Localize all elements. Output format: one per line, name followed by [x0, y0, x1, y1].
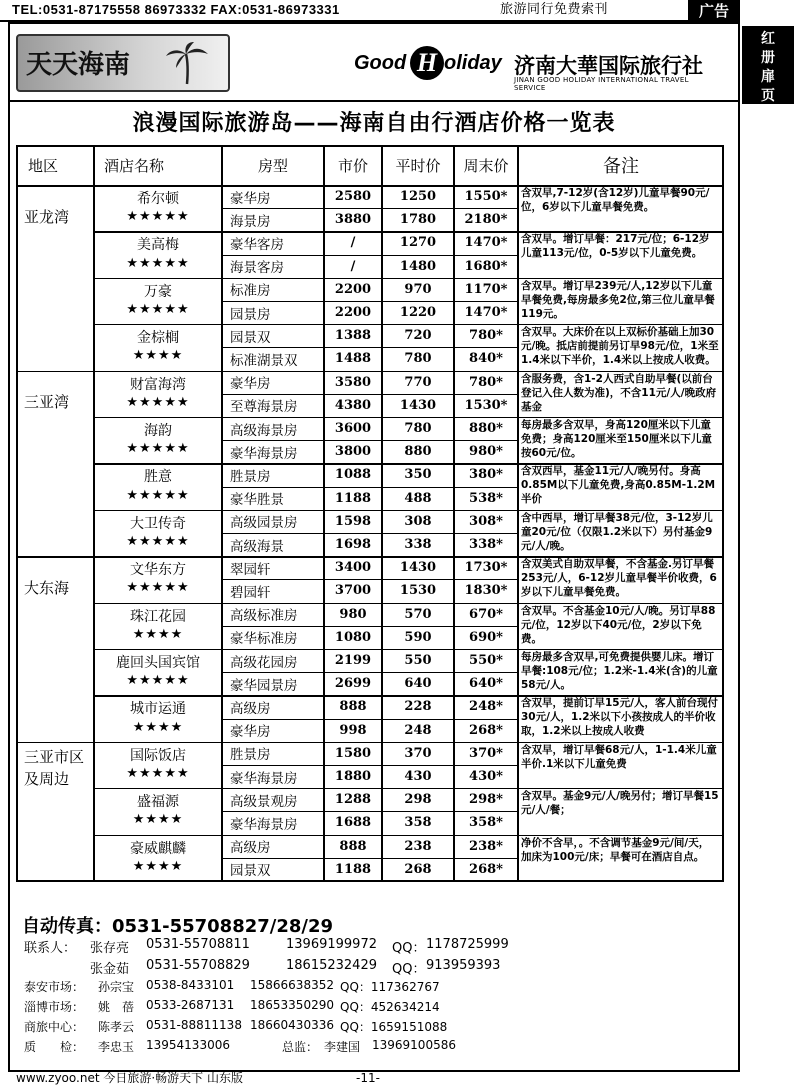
column-header-hotel: 酒店名称 — [104, 156, 165, 175]
column-header-list: 市价 — [337, 156, 368, 175]
room-type: 高级景观房 — [230, 793, 298, 810]
footer-page: -11- — [356, 1071, 380, 1085]
weekend-price: 840* — [469, 351, 503, 367]
list-price: / — [350, 235, 356, 251]
weekday-price: 430 — [404, 769, 432, 785]
hotel-name: 万豪 — [144, 283, 172, 300]
market-contact-qq: QQ：117362767 — [340, 980, 440, 994]
top-slogan: 旅游同行免费索刊 — [500, 2, 609, 17]
list-price: 1698 — [334, 537, 372, 553]
region-label: 三亚湾 — [24, 393, 70, 412]
hotel-note: 含双西早，基金11元/人/晚另付。身高0.85M以下儿童免费,身高0.85M-1.2M半价 — [521, 465, 716, 506]
weekend-price: 2180* — [464, 212, 508, 228]
list-price: 1688 — [334, 815, 372, 831]
weekday-price: 570 — [404, 606, 432, 622]
room-type: 高级海景房 — [230, 422, 298, 439]
weekend-price: 1170* — [464, 281, 508, 297]
hotel-note: 含双早。不含基金10元/人/晚。另订早88元/位，12岁以下40元/位，2岁以下免费。 — [521, 604, 716, 645]
list-price: 1088 — [334, 467, 372, 483]
list-price: 3800 — [334, 444, 372, 460]
room-type: 高级海景 — [230, 538, 284, 555]
list-price: 888 — [339, 699, 367, 715]
room-type: 园景双 — [230, 329, 271, 346]
list-price: / — [350, 258, 356, 274]
logo-h-mark: H — [410, 46, 444, 80]
side-tab-char: 扉 — [761, 69, 775, 85]
page-title: 浪漫国际旅游岛——海南自由行酒店价格一览表 — [132, 111, 616, 136]
director-label: 总监： — [282, 1040, 319, 1054]
table-rule — [222, 394, 518, 395]
top-bar — [0, 0, 740, 20]
weekend-price: 550* — [469, 653, 503, 669]
weekday-price: 488 — [404, 490, 432, 506]
qc-name: 李忠玉 — [98, 1040, 135, 1054]
auto-fax: 自动传真：0531-55708827/28/29 — [22, 916, 334, 937]
contact-tel: 0531-55708829 — [146, 958, 250, 973]
room-type: 豪华园景房 — [230, 677, 298, 694]
hotel-note: 每房最多含双早,可免费提供婴儿床。增订早餐:108元/位；1.2米-1.4米(含)的儿童58元/人。 — [521, 651, 718, 691]
table-rule — [222, 765, 518, 766]
room-type: 海景房 — [230, 213, 271, 230]
weekday-price: 358 — [404, 815, 432, 831]
weekend-price: 1550* — [464, 189, 508, 205]
hotel-stars: ★★★★★ — [126, 487, 190, 503]
weekday-price: 970 — [404, 281, 432, 297]
list-price: 1388 — [334, 328, 372, 344]
list-price: 2200 — [334, 305, 372, 321]
contact-mobile: 18615232429 — [286, 958, 377, 973]
weekday-price: 1250 — [399, 189, 437, 205]
hotel-note: 含服务费，含1-2人西式自助早餐(以前台登记入住人数为准)，不含11元/人/晚政府基金 — [521, 372, 717, 413]
list-price: 4380 — [334, 397, 372, 413]
hotel-note: 含双早，提前订早15元/人，客人前台现付30元/人，1.2米以下小孩按成人的半价收取，1.2米以上按成人收费 — [521, 697, 718, 738]
weekend-price: 1680* — [464, 258, 508, 274]
list-price: 1188 — [334, 490, 372, 506]
hotel-note: 含双早，增订早餐68元/人，1-1.4米儿童半价.1米以下儿童免费 — [521, 743, 717, 770]
column-header-weekend: 周末价 — [463, 156, 509, 175]
hotel-stars: ★★★★★ — [126, 673, 190, 689]
weekday-price: 228 — [404, 699, 432, 715]
footer — [16, 1070, 736, 1086]
contact-name: 张存亮 — [90, 941, 130, 956]
director-tel: 13969100586 — [372, 1038, 456, 1052]
weekday-price: 880 — [404, 444, 432, 460]
weekday-price: 640 — [404, 676, 432, 692]
column-header-region: 地区 — [28, 156, 59, 175]
table-rule — [222, 255, 518, 256]
hotel-stars: ★★★★★ — [126, 766, 190, 781]
weekday-price: 350 — [404, 467, 432, 483]
weekday-price: 1220 — [399, 305, 437, 321]
weekday-price: 248 — [404, 722, 432, 738]
table-rule — [222, 487, 518, 488]
market-contact-qq: QQ：452634214 — [340, 1000, 440, 1014]
weekend-price: 690* — [469, 629, 503, 645]
weekend-price: 298* — [469, 792, 503, 808]
room-type: 胜景房 — [230, 747, 271, 764]
table-rule — [16, 145, 724, 147]
market-contact-name: 孙宗宝 — [98, 980, 135, 994]
list-price: 888 — [339, 838, 367, 854]
room-type: 豪华房 — [230, 724, 271, 741]
list-price: 2200 — [334, 281, 372, 297]
weekend-price: 640* — [469, 676, 503, 692]
hotel-note: 含中西早，增订早餐38元/位，3-12岁儿童20元/位（仅限1.2米以下）另付基金9元/人/晚。 — [521, 511, 713, 552]
list-price: 3580 — [334, 374, 372, 390]
market-label: 淄博市场： — [24, 1000, 85, 1014]
weekday-price: 1480 — [399, 258, 437, 274]
hotel-stars: ★★★★ — [132, 858, 184, 874]
room-type: 至尊海景房 — [230, 399, 298, 416]
table-rule — [222, 858, 518, 859]
weekday-price: 338 — [404, 537, 432, 553]
weekday-price: 780 — [404, 351, 432, 367]
logo-left-text: 天天海南 — [26, 50, 131, 80]
contact-qq-label: QQ： — [392, 962, 426, 977]
hotel-price-table — [16, 145, 724, 908]
contact-tel: 0531-55708811 — [146, 937, 250, 952]
weekend-price: 358* — [469, 815, 503, 831]
hotel-note: 含双早,7-12岁(含12岁)儿童早餐90元/位，6岁以下儿童早餐免费。 — [521, 187, 710, 213]
hotel-stars: ★★★★★ — [126, 580, 190, 596]
weekend-price: 268* — [469, 722, 503, 738]
weekday-price: 268 — [404, 861, 432, 877]
contact-mobile: 13969199972 — [286, 937, 377, 952]
table-rule — [222, 811, 518, 812]
room-type: 高级房 — [230, 840, 271, 857]
room-type: 胜景房 — [230, 468, 271, 485]
list-price: 2699 — [334, 676, 372, 692]
room-type: 豪华标准房 — [230, 631, 298, 648]
good-holiday-logo — [354, 46, 714, 90]
contact-qq: 1178725999 — [426, 937, 509, 952]
weekday-price: 1780 — [399, 212, 437, 228]
weekday-price: 1430 — [399, 560, 437, 576]
weekend-price: 1470* — [464, 235, 508, 251]
hotel-stars: ★★★★ — [132, 626, 184, 642]
room-type: 高级房 — [230, 700, 271, 717]
column-header-note: 备注 — [603, 156, 639, 177]
hotel-name: 金棕榈 — [137, 330, 179, 347]
market-label: 商旅中心： — [24, 1020, 85, 1034]
room-type: 高级花园房 — [230, 654, 298, 671]
contact-qq: 913959393 — [426, 958, 501, 973]
market-contact-mobile: 18653350290 — [250, 998, 334, 1012]
footer-site: www.zyoo.net 今日旅游·畅游天下 山东版 — [16, 1071, 243, 1085]
room-type: 豪华房 — [230, 376, 271, 393]
weekend-price: 248* — [469, 699, 503, 715]
list-price: 2580 — [334, 189, 372, 205]
tiantian-hainan-logo — [16, 34, 230, 92]
room-type: 标准房 — [230, 283, 271, 300]
room-type: 高级园景房 — [230, 515, 298, 532]
hotel-note: 净价不含早，。不含调节基金9元/间/天，加床为100元/床；早餐可在酒店自点。 — [521, 836, 710, 863]
hotel-stars: ★★★★★ — [126, 441, 190, 457]
weekday-price: 308 — [404, 513, 432, 529]
table-rule — [222, 347, 518, 348]
market-contact-tel: 0533-2687131 — [146, 998, 235, 1012]
market-contact-tel: 0538-8433101 — [146, 978, 235, 992]
hotel-name: 盛福源 — [137, 794, 179, 811]
weekday-price: 780 — [404, 421, 432, 437]
table-rule — [722, 145, 724, 881]
list-price: 1080 — [334, 629, 372, 645]
table-rule — [222, 579, 518, 580]
weekend-price: 430* — [469, 769, 503, 785]
hotel-note: 含双早。增订早餐：217元/位；6-12岁儿童113元/位，0-5岁以下儿童免费。 — [521, 233, 710, 260]
agency-name-en: JINAN GOOD HOLIDAY INTERNATIONAL TRAVEL SERVICE — [514, 76, 689, 92]
qc-tel: 13954133006 — [146, 1038, 230, 1052]
room-type: 园景双 — [230, 863, 271, 880]
weekday-price: 1430 — [399, 397, 437, 413]
list-price: 1598 — [334, 513, 372, 529]
palm-tree-icon — [164, 40, 210, 86]
weekend-price: 780* — [469, 374, 503, 390]
director-name: 李建国 — [324, 1040, 361, 1054]
column-header-weekday: 平时价 — [395, 156, 441, 175]
hotel-name: 美高梅 — [137, 237, 179, 254]
weekend-price: 1730* — [464, 560, 508, 576]
weekend-price: 1830* — [464, 583, 508, 599]
room-type: 豪华胜景 — [230, 492, 284, 509]
hotel-name: 豪威麒麟 — [130, 840, 186, 857]
weekday-price: 550 — [404, 653, 432, 669]
hotel-name: 海韵 — [144, 423, 172, 439]
weekday-price: 720 — [404, 328, 432, 344]
side-tab-char: 红 — [761, 31, 775, 47]
market-contact-name: 陈孝云 — [98, 1020, 135, 1034]
top-contact: TEL:0531-87175558 86973332 FAX:0531-86973331 — [12, 2, 340, 17]
list-price: 3400 — [334, 560, 372, 576]
hotel-stars: ★★★★ — [132, 719, 184, 735]
side-tab — [742, 26, 794, 104]
hotel-stars: ★★★★★ — [126, 394, 190, 410]
room-type: 翠园轩 — [230, 561, 271, 578]
weekend-price: 380* — [469, 467, 503, 483]
list-price: 1288 — [334, 792, 372, 808]
list-price: 1188 — [334, 861, 372, 877]
list-price: 1880 — [334, 769, 372, 785]
hotel-name: 胜意 — [144, 469, 172, 486]
hotel-note: 含双早。基金9元/人/晚另付；增订早餐15元/人/餐； — [521, 790, 719, 817]
agency-name-cn: 济南大華国际旅行社 — [514, 54, 703, 78]
hotel-note: 含双早。大床价在以上双标价基础上加30元/晚。抵店前提前另订早98元/位，1米至1.4米以下半价，1.4米以上按成人收费。 — [521, 326, 719, 367]
contact-name: 张金茹 — [90, 962, 130, 977]
contact-qq-label: QQ： — [392, 941, 426, 956]
side-tab-char: 册 — [761, 50, 775, 66]
hotel-note: 含双早。增订早239元/人,12岁以下儿童早餐免费,每房最多免2位,第三位儿童早餐119元。 — [521, 279, 715, 320]
list-price: 998 — [339, 722, 367, 738]
hotel-name: 文华东方 — [130, 562, 186, 579]
weekend-price: 1470* — [464, 305, 508, 321]
hotel-stars: ★★★★★ — [126, 302, 190, 317]
hotel-stars: ★★★★★ — [126, 255, 190, 271]
market-label: 泰安市场： — [24, 980, 85, 994]
market-contact-mobile: 18660430336 — [250, 1018, 334, 1032]
room-type: 豪华房 — [230, 190, 271, 207]
weekday-price: 1530 — [399, 583, 437, 599]
contact-label: 联系人： — [24, 941, 77, 956]
hotel-note: 每房最多含双早，身高120厘米以下儿童免费；身高120厘米至150厘米以下儿童按60元/位。 — [521, 419, 712, 459]
hotel-name: 财富海湾 — [130, 376, 186, 393]
weekend-price: 780* — [469, 328, 503, 344]
list-price: 3700 — [334, 583, 372, 599]
region-label: 大东海 — [24, 579, 70, 598]
weekday-price: 770 — [404, 374, 432, 390]
weekday-price: 370 — [404, 745, 432, 761]
list-price: 980 — [339, 606, 367, 622]
room-type: 海景客房 — [230, 260, 284, 277]
hotel-name: 城市运通 — [130, 701, 186, 718]
room-type: 豪华海景房 — [230, 445, 298, 462]
market-contact-mobile: 15866638352 — [250, 978, 334, 992]
table-rule — [222, 533, 518, 534]
hotel-stars: ★★★★★ — [126, 209, 190, 225]
weekday-price: 238 — [404, 838, 432, 854]
table-rule — [222, 208, 518, 209]
hotel-stars: ★★★★★ — [126, 534, 190, 549]
list-price: 1488 — [334, 351, 372, 367]
region-label: 三亚市区 及周边 — [24, 747, 85, 788]
weekend-price: 268* — [469, 861, 503, 877]
hotel-note: 含双美式自助双早餐，不含基金.另订早餐253元/人，6-12岁儿童早餐半价收费，6岁以下儿童早餐免费。 — [521, 558, 717, 599]
logo-good-text: Good — [354, 52, 407, 74]
region-label: 亚龙湾 — [24, 207, 70, 226]
table-rule — [222, 626, 518, 627]
market-contact-tel: 0531-88811138 — [146, 1018, 242, 1032]
room-type: 豪华海景房 — [230, 770, 298, 787]
hotel-name: 鹿回头国宾馆 — [116, 655, 200, 671]
market-contact-qq: QQ：1659151088 — [340, 1020, 448, 1034]
qc-label: 质 检： — [24, 1040, 85, 1054]
room-type: 园景房 — [230, 306, 271, 323]
hotel-stars: ★★★★ — [132, 348, 184, 364]
room-type: 高级标准房 — [230, 608, 298, 625]
room-type: 标准湖景双 — [230, 352, 298, 369]
weekend-price: 338* — [469, 537, 503, 553]
room-type: 碧园轩 — [230, 584, 271, 601]
weekend-price: 538* — [469, 490, 503, 506]
market-contact-name: 姚 蓓 — [98, 1000, 135, 1014]
weekend-price: 238* — [469, 838, 503, 854]
table-rule — [222, 719, 518, 720]
table-rule — [222, 672, 518, 673]
room-type: 豪华海景房 — [230, 816, 298, 833]
side-tab-char: 页 — [761, 88, 775, 104]
weekend-price: 308* — [469, 513, 503, 529]
weekend-price: 370* — [469, 745, 503, 761]
weekday-price: 298 — [404, 792, 432, 808]
hotel-stars: ★★★★ — [132, 812, 184, 828]
logo-oliday-text: oliday — [444, 52, 502, 74]
list-price: 1580 — [334, 745, 372, 761]
hotel-name: 珠江花园 — [130, 608, 186, 625]
weekend-price: 1530* — [464, 397, 508, 413]
ad-tag: 广告 — [688, 0, 740, 22]
column-header-room: 房型 — [257, 156, 288, 175]
list-price: 3880 — [334, 212, 372, 228]
list-price: 3600 — [334, 421, 372, 437]
header-rule — [8, 100, 740, 102]
room-type: 豪华客房 — [230, 236, 284, 253]
weekday-price: 1270 — [399, 235, 437, 251]
hotel-name: 国际饭店 — [130, 747, 186, 764]
weekend-price: 880* — [469, 421, 503, 437]
weekday-price: 590 — [404, 629, 432, 645]
weekend-price: 980* — [469, 444, 503, 460]
table-rule — [222, 301, 518, 302]
list-price: 2199 — [334, 653, 372, 669]
hotel-name: 希尔顿 — [137, 191, 179, 207]
weekend-price: 670* — [469, 606, 503, 622]
table-rule — [222, 440, 518, 441]
hotel-name: 大卫传奇 — [130, 515, 186, 532]
